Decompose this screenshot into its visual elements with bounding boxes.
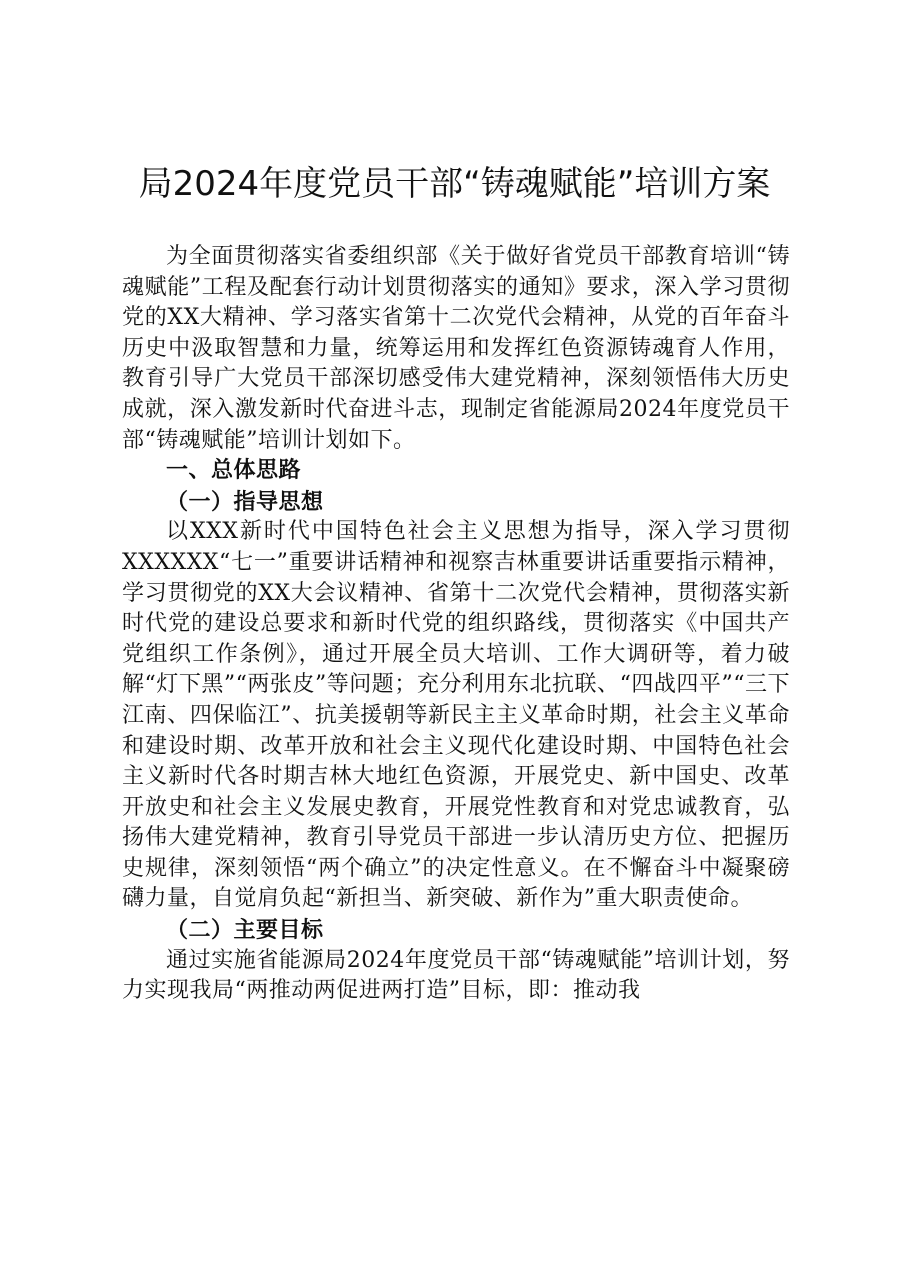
main-goals-paragraph: 通过实施省能源局2024年度党员干部“铸魂赋能”培训计划，努力实现我局“两推动两促进两打造”目标，即：推动我: [122, 947, 790, 1004]
document-title: 局2024年度党员干部“铸魂赋能”培训方案: [138, 164, 771, 204]
intro-paragraph: 为全面贯彻落实省委组织部《关于做好省党员干部教育培训“铸魂赋能”工程及配套行动计划贯彻落实的通知》要求，深入学习贯彻党的XX大精神、学习落实省第十二次党代会精神，从党的百年奋斗历史中汲取智慧和力量，统筹运用和发挥红色资源铸魂育人作用，教育引导广大党员干部深切感受伟大建党精神，深刻领悟伟大历史成就，深入激发新时代奋进斗志，现制定省能源局2024年度党员干部“铸魂赋能”培训计划如下。: [122, 244, 790, 453]
subsection-heading-main-goals: （二）主要目标: [166, 917, 324, 944]
document-body: [122, 242, 790, 1007]
subsection-heading-guiding-ideology: （一）指导思想: [166, 488, 324, 515]
guiding-ideology-paragraph: 以XXX新时代中国特色社会主义思想为指导，深入学习贯彻XXXXXX“七一”重要讲话精神和视察吉林重要讲话重要指示精神，学习贯彻党的XX大会议精神、省第十二次党代会精神，贯彻落实新时代党的建设总要求和新时代党的组织路线，贯彻落实《中国共产党组织工作条例》，通过开展全员大培训、工作大调研等，着力破解“灯下黑”“两张皮”等问题；充分利用东北抗联、“四战四平”“三下江南、四保临江”、抗美援朝等新民主主义革命时期，社会主义革命和建设时期、改革开放和社会主义现代化建设时期、中国特色社会主义新时代各时期吉林大地红色资源，开展党史、新中国史、改革开放史和社会主义发展史教育，开展党性教育和对党忠诚教育，弘扬伟大建党精神，教育引导党员干部进一步认清历史方位、把握历史规律，深刻领悟“两个确立”的决定性意义。在不懈奋斗中凝聚磅礴力量，自觉肩负起“新担当、新突破、新作为”重大职责使命。: [122, 519, 790, 912]
section-heading-overall-approach: 一、总体思路: [166, 458, 302, 484]
